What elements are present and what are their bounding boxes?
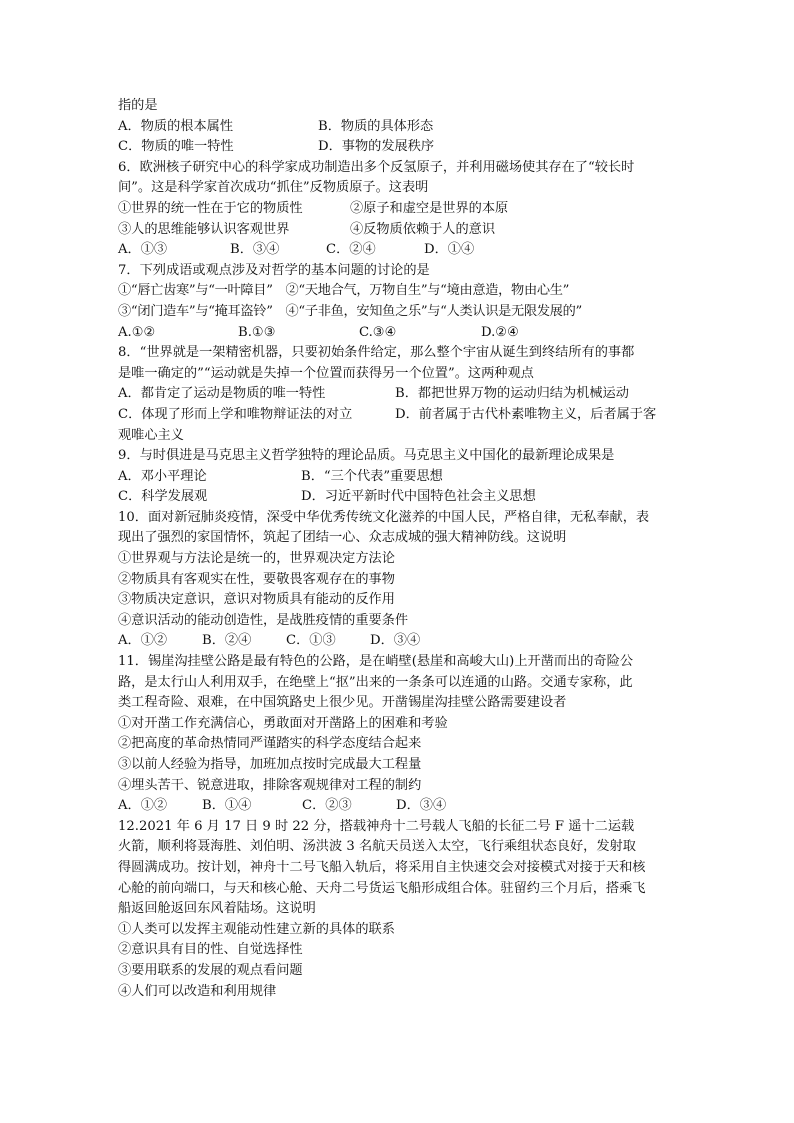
q9-stem: 9．与时俱进是马克思主义哲学独特的理论品质。马克思主义中国化的最新理论成果是 <box>118 448 615 464</box>
q11-stem-line-3: 类工程奇险、艰难，在中国筑路史上很少见。开凿锡崖沟挂壁公路需要建设者 <box>118 695 567 711</box>
q9-option-a: A．邓小平理论 <box>118 468 207 484</box>
q6-option-a: A．①③ <box>118 242 168 258</box>
q12-stem-line-2: 火箭，顺利将聂海胜、刘伯明、汤洪波 3 名航天员送入太空，飞行乘组状态良好，发射取 <box>118 839 636 855</box>
q8-option-b: B．都把世界万物的运动归结为机械运动 <box>395 386 629 402</box>
q5-stem-tail: 指的是 <box>118 98 158 113</box>
q10-option-c: C．①③ <box>286 633 336 649</box>
q6-statements-row-1 <box>118 199 678 220</box>
q7-option-c: C.③④ <box>359 324 397 340</box>
q10-statement-1: ①世界观与方法论是统一的，世界观决定方法论 <box>118 551 395 567</box>
q5-option-b: B．物质的具体形态 <box>318 118 434 134</box>
q6-option-c: C．②④ <box>326 242 376 258</box>
q11-option-d: D．③④ <box>396 798 447 814</box>
q9-option-b: B．“三个代表”重要思想 <box>301 468 443 484</box>
q10-stem-line-2: 现出了强烈的家国情怀，筑起了团结一心、众志成城的强大精神防线。这说明 <box>118 530 567 546</box>
q10-statement-4: ④意识活动的能动创造性，是战胜疫情的重要条件 <box>118 612 409 628</box>
q10-option-b: B．②④ <box>202 633 252 649</box>
q6-statement-2: ②原子和虚空是世界的本原 <box>350 200 509 216</box>
q11-statement-4: ④埋头苦干、锐意进取，排除客观规律对工程的制约 <box>118 777 422 793</box>
q9-options-row-1 <box>118 467 678 488</box>
q11-option-a: A．①② <box>118 798 168 814</box>
q8-stem-line-1: 8．“世界就是一架精密机器，只要初始条件给定，那么整个宇宙从诞生到终结所有的事都 <box>118 345 635 361</box>
q12-statement-3: ③要用联系的发展的观点看问题 <box>118 962 303 978</box>
q7-option-b: B.①③ <box>238 324 276 340</box>
q6-option-b: B．③④ <box>230 242 280 258</box>
q7-option-a: A.①② <box>118 324 156 340</box>
q10-option-d: D．③④ <box>370 633 421 649</box>
exam-page <box>118 96 678 1002</box>
q10-stem-line-1: 10．面对新冠肺炎疫情，深受中华优秀传统文化滋养的中国人民，严格自律，无私奉献，表 <box>118 509 650 525</box>
q5-options-row-2 <box>118 137 678 158</box>
q11-statement-1: ①对开凿工作充满信心，勇敢面对开凿路上的困难和考验 <box>118 715 448 731</box>
q8-option-a: A．都肯定了运动是物质的唯一特性 <box>118 386 326 402</box>
q11-option-c: C．②③ <box>302 798 352 814</box>
q7-options-row <box>118 323 678 344</box>
q12-stem-line-3: 得圆满成功。按计划，神舟十二号飞船入轨后，将采用自主快速交会对接模式对接于天和核 <box>118 859 646 875</box>
q6-options-row <box>118 240 678 261</box>
q12-statement-2: ②意识具有目的性、自觉选择性 <box>118 942 303 958</box>
q6-statement-3: ③人的思维能够认识客观世界 <box>118 221 290 237</box>
q8-option-d: D．前者属于古代朴素唯物主义，后者属于客 <box>395 406 657 422</box>
q12-stem-line-4: 心舱的前向端口，与天和核心舱、天舟二号货运飞船形成组合体。驻留约三个月后，搭乘飞 <box>118 880 646 896</box>
q6-option-d: D．①④ <box>424 242 475 258</box>
q6-statement-1: ①世界的统一性在于它的物质性 <box>118 200 303 216</box>
q8-option-c: C．体现了形而上学和唯物辩证法的对立 <box>118 406 353 422</box>
q11-stem-line-2: 路，是太行山人利用双手，在绝壁上“抠”出来的一条条可以连通的山路。交通专家称，此 <box>118 674 633 690</box>
q11-option-b: B．①④ <box>202 798 252 814</box>
q11-options-row <box>118 796 678 817</box>
q7-statements-row-2: ③“闭门造车”与“掩耳盗铃” ④“子非鱼，安知鱼之乐”与“人类认识是无限发展的” <box>118 303 582 319</box>
q11-stem-line-1: 11．锡崖沟挂壁公路是最有特色的公路，是在峭壁(悬崖和高峻大山)上开凿而出的奇险公 <box>118 654 634 670</box>
q6-statements-row-2 <box>118 220 678 241</box>
q8-option-d-continued: 观唯心主义 <box>118 427 184 443</box>
q6-stem-line-2: 间”。这是科学家首次成功“抓住”反物质原子。这表明 <box>118 180 429 196</box>
q10-option-a: A．①② <box>118 633 168 649</box>
q7-stem: 7．下列成语或观点涉及对哲学的基本问题的讨论的是 <box>118 262 430 278</box>
q12-statement-1: ①人类可以发挥主观能动性建立新的具体的联系 <box>118 921 395 937</box>
q10-statement-2: ②物质具有客观实在性，要敬畏客观存在的事物 <box>118 571 395 587</box>
q10-options-row <box>118 631 678 652</box>
q11-statement-2: ②把高度的革命热情同严谨踏实的科学态度结合起来 <box>118 736 422 752</box>
q9-option-d: D．习近平新时代中国特色社会主义思想 <box>301 489 536 505</box>
q5-option-c: C．物质的唯一特性 <box>118 139 234 155</box>
q9-option-c: C．科学发展观 <box>118 489 208 505</box>
q8-options-row-2 <box>118 405 678 426</box>
q9-options-row-2 <box>118 487 678 508</box>
q6-stem-line-1: 6．欧洲核子研究中心的科学家成功制造出多个反氢原子，并利用磁场使其存在了“较长时 <box>118 159 635 175</box>
q8-stem-line-2: 是唯一确定的”“运动就是失掉一个位置而获得另一个位置”。这两种观点 <box>118 365 534 381</box>
q7-option-d: D.②④ <box>481 324 519 340</box>
q8-options-row-1 <box>118 384 678 405</box>
q5-option-d: D．事物的发展秩序 <box>318 139 435 155</box>
q5-option-a: A．物质的根本属性 <box>118 118 234 134</box>
q12-stem-line-1: 12.2021 年 6 月 17 日 9 时 22 分，搭载神舟十二号载人飞船的长征二号 F 遥十二运载 <box>118 818 635 834</box>
q11-statement-3: ③以前人经验为指导，加班加点按时完成最大工程量 <box>118 757 422 772</box>
q5-options-row-1 <box>118 117 678 138</box>
q6-statement-4: ④反物质依赖于人的意识 <box>350 221 496 237</box>
q10-statement-3: ③物质决定意识，意识对物质具有能动的反作用 <box>118 592 395 608</box>
q12-stem-line-5: 船返回舱返回东风着陆场。这说明 <box>118 901 316 917</box>
q12-statement-4: ④人们可以改造和利用规律 <box>118 983 277 999</box>
q7-statements-row-1: ①“唇亡齿寒”与“一叶障目” ②“天地合气，万物自生”与“境由意造，物由心生” <box>118 283 570 299</box>
